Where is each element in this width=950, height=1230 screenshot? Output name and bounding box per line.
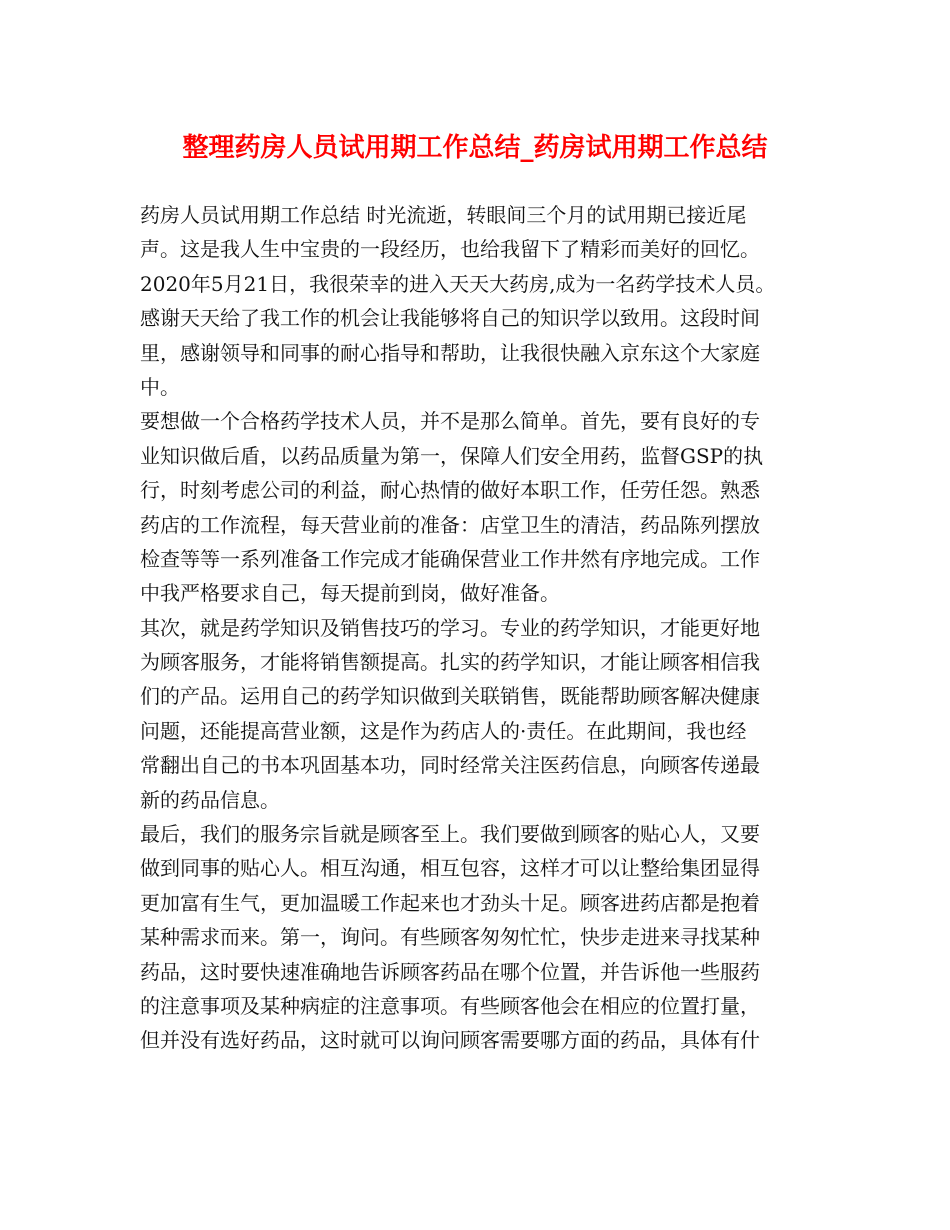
text-line: 要想做一个合格药学技术人员，并不是那么简单。首先，要有良好的专 xyxy=(140,409,760,434)
text-line: 某种需求而来。第一，询问。有些顾客匆匆忙忙，快步走进来寻找某种 xyxy=(140,925,760,950)
document-title: 整理药房人员试用期工作总结_药房试用期工作总结 xyxy=(182,133,768,163)
text-line: 感谢天天给了我工作的机会让我能够将自己的知识学以致用。这段时间 xyxy=(140,306,760,331)
text-line: 新的药品信息。 xyxy=(140,787,280,812)
text-line: 的注意事项及某种病症的注意事项。有些顾客他会在相应的位置打量， xyxy=(140,993,760,1018)
text-line: 检查等等一系列准备工作完成才能确保营业工作井然有序地完成。工作 xyxy=(140,546,760,571)
text-line: 2020年5月21日，我很荣幸的进入天天大药房,成为一名药学技术人员。 xyxy=(140,271,776,296)
text-line: 其次，就是药学知识及销售技巧的学习。专业的药学知识，才能更好地 xyxy=(140,615,760,640)
text-line: 药房人员试用期工作总结 时光流逝，转眼间三个月的试用期已接近尾 xyxy=(140,203,747,227)
text-line: 常翻出自己的书本巩固基本功，同时经常关注医药信息，向顾客传递最 xyxy=(140,753,760,778)
text-line: 药店的工作流程，每天营业前的准备：店堂卫生的清洁，药品陈列摆放 xyxy=(140,512,760,537)
text-line: 做到同事的贴心人。相互沟通，相互包容，这样才可以让整给集团显得 xyxy=(140,856,760,881)
document-body xyxy=(140,198,820,1058)
text-line: 为顾客服务，才能将销售额提高。扎实的药学知识，才能让顾客相信我 xyxy=(140,650,760,675)
text-line: 们的产品。运用自己的药学知识做到关联销售，既能帮助顾客解决健康 xyxy=(140,684,760,709)
text-line: 问题，还能提高营业额，这是作为药店人的·责任。在此期间，我也经 xyxy=(140,718,747,743)
text-line: 里，感谢领导和同事的耐心指导和帮助，让我很快融入京东这个大家庭 xyxy=(140,340,760,365)
text-line: 声。这是我人生中宝贵的一段经历，也给我留下了精彩而美好的回忆。 xyxy=(140,237,760,262)
text-line: 中。 xyxy=(140,374,180,399)
text-line: 业知识做后盾，以药品质量为第一，保障人们安全用药，监督GSP的执 xyxy=(140,443,764,468)
text-line: 更加富有生气，更加温暖工作起来也才劲头十足。顾客进药店都是抱着 xyxy=(140,890,760,915)
text-line: 药品，这时要快速准确地告诉顾客药品在哪个位置，并告诉他一些服药 xyxy=(140,959,760,984)
text-line: 中我严格要求自己，每天提前到岗，做好准备。 xyxy=(140,581,560,606)
text-line: 但并没有选好药品，这时就可以询问顾客需要哪方面的药品，具体有什 xyxy=(140,1028,760,1053)
text-line: 最后，我们的服务宗旨就是顾客至上。我们要做到顾客的贴心人，又要 xyxy=(140,822,760,847)
text-line: 行，时刻考虑公司的利益，耐心热情的做好本职工作，任劳任怨。熟悉 xyxy=(140,478,760,503)
